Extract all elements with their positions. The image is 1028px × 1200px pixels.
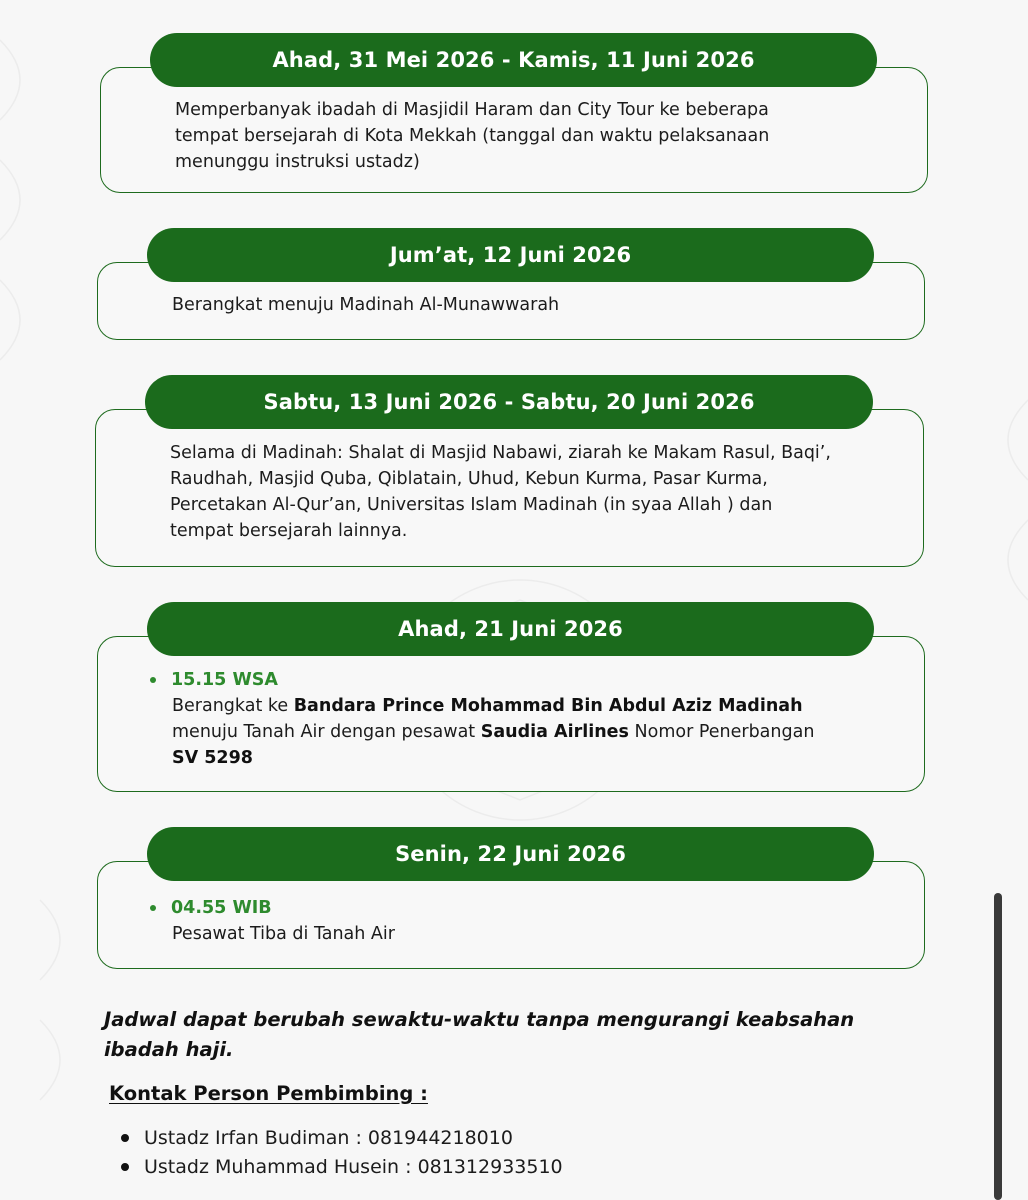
text-segment: Berangkat ke: [172, 696, 294, 716]
schedule-date-pill-2: [147, 228, 874, 282]
schedule-desc-line: Pesawat Tiba di Tanah Air: [172, 924, 395, 944]
bullet-dot: [121, 1163, 129, 1171]
schedule-desc-1: [175, 97, 769, 175]
schedule-desc-line: Selama di Madinah: Shalat di Masjid Nabawi, ziarah ke Makam Rasul, Baqi’,: [170, 443, 831, 463]
contact-title: Kontak Person Pembimbing :: [109, 1082, 428, 1105]
schedule-desc-2: [172, 292, 559, 318]
schedule-desc-3: [170, 440, 831, 544]
schedule-desc-line: [172, 745, 814, 771]
time-label: 15.15 WSA: [171, 670, 278, 690]
schedule-date-5: Senin, 22 Juni 2026: [395, 842, 626, 866]
schedule-date-4: Ahad, 21 Juni 2026: [398, 617, 623, 641]
schedule-date-pill-4: [147, 602, 874, 656]
schedule-desc-4: [172, 693, 814, 771]
contact-text: Ustadz Irfan Budiman : 081944218010: [144, 1127, 513, 1149]
schedule-date-2: Jum’at, 12 Juni 2026: [389, 243, 632, 267]
airline-name: Saudia Airlines: [480, 722, 629, 742]
contact-text: Ustadz Muhammad Husein : 081312933510: [144, 1156, 563, 1178]
schedule-date-1: Ahad, 31 Mei 2026 - Kamis, 11 Juni 2026: [272, 48, 755, 72]
schedule-desc-line: tempat bersejarah lainnya.: [170, 521, 408, 541]
schedule-desc-line: Percetakan Al-Qur’an, Universitas Islam Madinah (in syaa Allah ) dan: [170, 495, 773, 515]
scrollbar-thumb[interactable]: [994, 893, 1002, 1200]
bullet-dot: [150, 677, 156, 683]
bullet-dot: [121, 1134, 129, 1142]
schedule-note: [104, 1005, 854, 1065]
schedule-time-5: [171, 895, 272, 921]
schedule-desc-line: tempat bersejarah di Kota Mekkah (tanggal dan waktu pelaksanaan: [175, 126, 770, 146]
schedule-desc-line: [172, 693, 814, 719]
schedule-date-3: Sabtu, 13 Juni 2026 - Sabtu, 20 Juni 2026: [263, 390, 755, 414]
flight-number: SV 5298: [172, 748, 253, 768]
schedule-date-pill-1: [150, 33, 877, 87]
schedule-desc-line: Berangkat menuju Madinah Al-Munawwarah: [172, 295, 560, 315]
contact-item: [144, 1154, 563, 1180]
note-line: ibadah haji.: [104, 1038, 234, 1061]
schedule-desc-line: Memperbanyak ibadah di Masjidil Haram dan City Tour ke beberapa: [175, 100, 769, 120]
text-segment: Nomor Penerbangan: [628, 722, 815, 742]
contact-item: [144, 1125, 513, 1151]
schedule-date-pill-3: [145, 375, 873, 429]
text-segment: menuju Tanah Air dengan pesawat: [172, 722, 481, 742]
schedule-desc-5: [172, 921, 395, 947]
time-label: 04.55 WIB: [171, 898, 272, 918]
schedule-desc-line: [172, 719, 814, 745]
schedule-desc-line: menunggu instruksi ustadz): [175, 152, 420, 172]
schedule-time-4: [171, 667, 278, 693]
bullet-dot: [150, 905, 156, 911]
note-line: Jadwal dapat berubah sewaktu-waktu tanpa mengurangi keabsahan: [104, 1008, 855, 1031]
schedule-date-pill-5: [147, 827, 874, 881]
schedule-desc-line: Raudhah, Masjid Quba, Qiblatain, Uhud, Kebun Kurma, Pasar Kurma,: [170, 469, 768, 489]
airport-name: Bandara Prince Mohammad Bin Abdul Aziz Madinah: [293, 696, 803, 716]
